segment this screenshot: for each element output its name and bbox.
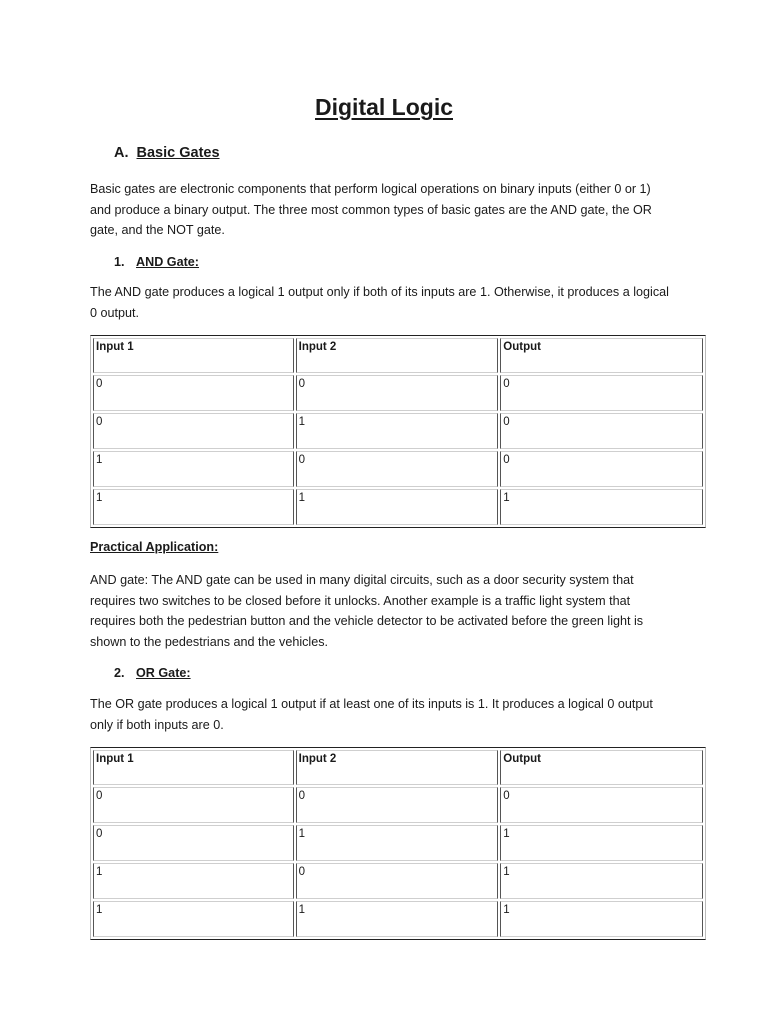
table-row [93, 413, 703, 449]
intro-line: gate, and the NOT gate. [90, 223, 225, 237]
table-row [93, 375, 703, 411]
intro-line: Basic gates are electronic components that perform logical operations on binary inputs (either 0 or 1) [90, 182, 651, 196]
table-cell: 1 [93, 451, 294, 487]
column-header: Input 2 [296, 750, 499, 785]
table-row [93, 489, 703, 525]
section-a-intro [90, 179, 690, 241]
description-line: only if both inputs are 0. [90, 717, 224, 732]
table-cell: 0 [500, 451, 703, 487]
description-line: 0 output. [90, 305, 140, 320]
application-line: requires two switches to be closed before it unlocks. Another example is a traffic light system that [90, 593, 631, 608]
table-cell: 0 [93, 787, 294, 823]
table-header-row [93, 750, 703, 785]
table-row [93, 451, 703, 487]
intro-line: and produce a binary output. The three most common types of basic gates are the AND gate, the OR [90, 202, 652, 217]
table-cell: 1 [296, 825, 499, 861]
table-row [93, 787, 703, 823]
section-a-title: Basic Gates [136, 145, 220, 161]
description-line: The OR gate produces a logical 1 output if at least one of its inputs is 1. It produces a logical 0 output [90, 697, 653, 711]
practical-application-heading: Practical Application: [90, 540, 219, 554]
table-cell: 1 [296, 413, 499, 449]
column-header: Output [500, 750, 703, 785]
or-gate-description [90, 694, 690, 735]
and-gate-description [90, 282, 690, 323]
application-line: shown to the pedestrians and the vehicles. [90, 634, 329, 649]
table-cell: 0 [93, 825, 294, 861]
table-header-row [93, 338, 703, 373]
table-cell: 1 [500, 825, 703, 861]
and-gate-truth-table [90, 335, 706, 528]
column-header: Output [500, 338, 703, 373]
section-a-number: A. [114, 145, 129, 161]
table-cell: 0 [296, 375, 499, 411]
description-line: The AND gate produces a logical 1 output only if both of its inputs are 1. Otherwise, it produces a logical [90, 285, 669, 299]
table-cell: 0 [500, 413, 703, 449]
and-gate-heading [114, 255, 199, 269]
or-gate-title: OR Gate: [136, 666, 191, 680]
application-line: requires both the pedestrian button and the vehicle detector to be activated before the green light is [90, 614, 644, 628]
table-cell: 0 [296, 863, 499, 899]
section-a-heading [114, 145, 220, 161]
table-cell: 0 [296, 451, 499, 487]
or-gate-truth-table [90, 747, 706, 940]
table-cell: 1 [93, 489, 294, 525]
table-row [93, 825, 703, 861]
page-title-text: Digital Logic [315, 94, 453, 120]
table-cell: 1 [93, 863, 294, 899]
table-cell: 1 [500, 901, 703, 937]
column-header: Input 2 [296, 338, 499, 373]
table-cell: 0 [296, 787, 499, 823]
table-cell: 1 [296, 489, 499, 525]
table-cell: 1 [296, 901, 499, 937]
page-title [0, 94, 768, 121]
practical-application-text [90, 570, 690, 652]
table-cell: 0 [93, 413, 294, 449]
table-cell: 1 [500, 863, 703, 899]
table-cell: 0 [500, 787, 703, 823]
table-cell: 0 [500, 375, 703, 411]
and-gate-title: AND Gate: [136, 255, 199, 269]
table-row [93, 863, 703, 899]
column-header: Input 1 [93, 338, 294, 373]
application-line: AND gate: The AND gate can be used in many digital circuits, such as a door security system that [90, 573, 634, 587]
column-header: Input 1 [93, 750, 294, 785]
table-cell: 1 [500, 489, 703, 525]
or-gate-number: 2. [114, 666, 125, 680]
and-gate-number: 1. [114, 255, 125, 269]
table-cell: 0 [93, 375, 294, 411]
table-cell: 1 [93, 901, 294, 937]
table-row [93, 901, 703, 937]
or-gate-heading [114, 666, 191, 680]
